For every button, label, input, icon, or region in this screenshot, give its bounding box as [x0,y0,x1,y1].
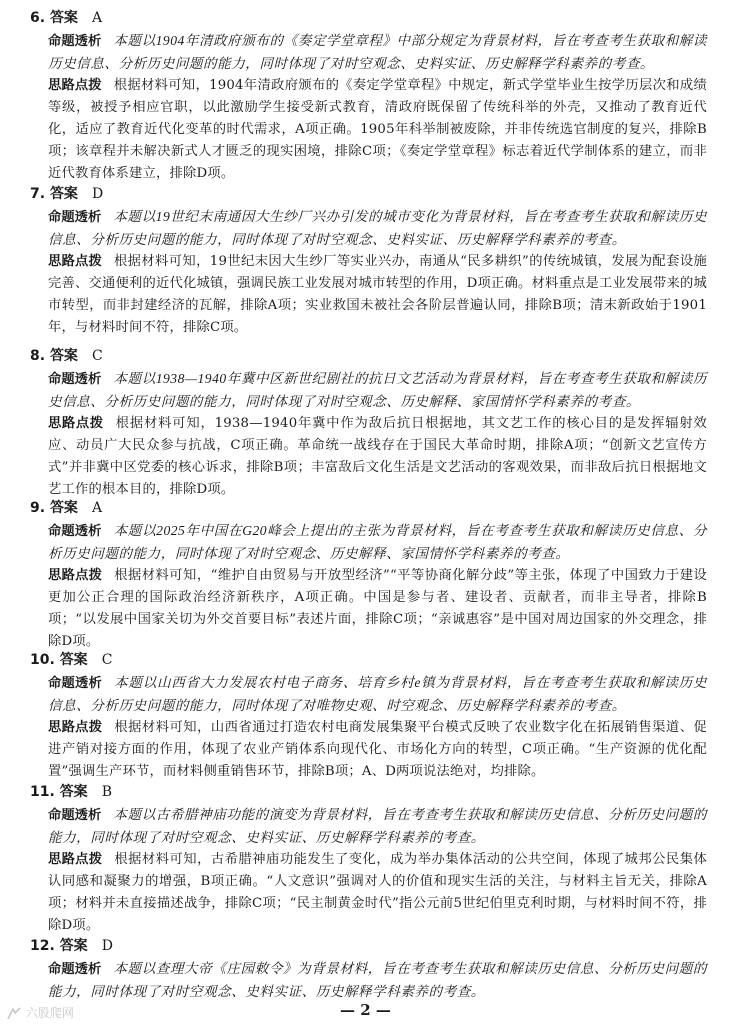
question-9 [30,498,707,653]
question-8 [30,346,707,501]
answer-line [30,346,707,368]
question-10 [30,650,707,783]
tips-paragraph [30,717,707,783]
answer-line [30,782,707,804]
tips-label: 思路点拨 [48,852,103,867]
answer-value: A [91,10,103,26]
answer-value: C [101,652,113,668]
intent-label: 命题透析 [48,34,102,49]
intent-paragraph [30,672,707,717]
answer-line [30,8,707,30]
tips-paragraph [30,413,707,501]
question-number: 10. [30,652,55,668]
intent-label: 命题透析 [48,210,102,225]
intent-text: 本题以2025年中国在G20峰会上提出的主张为背景材料，旨在考查考生获取和解读历史信息、分析历史问题的能力，同时体现了对时空观念、历史解释、家国情怀学科素养的考查。 [48,523,707,561]
intent-label: 命题透析 [48,962,102,977]
answer-label: 答案 [59,652,88,668]
tips-label: 思路点拨 [48,254,102,269]
intent-text: 本题以查理大帝《庄园敕令》为背景材料，旨在考查考生获取和解读历史信息、分析历史问题的能力，同时体现了对时空观念、史料实证、历史解释学科素养的考查。 [48,961,708,999]
answer-label: 答案 [49,500,78,516]
answer-value: D [91,186,104,202]
intent-text: 本题以山西省大力发展农村电子商务、培育乡村e镇为背景材料，旨在考查考生获取和解读历史信息、分析历史问题的能力，同时体现了对唯物史观、时空观念、历史解释学科素养的考查。 [48,675,708,713]
answer-label: 答案 [59,784,88,800]
tips-paragraph [30,251,707,339]
question-11 [30,782,707,937]
intent-paragraph [30,30,707,75]
tips-paragraph [30,565,707,653]
watermark-text: 六股爬网 [25,1006,74,1020]
intent-paragraph [30,804,707,849]
answer-value: C [91,348,103,364]
answer-label: 答案 [49,10,78,26]
tips-label: 思路点拨 [48,568,103,583]
intent-label: 命题透析 [48,524,102,539]
intent-label: 命题透析 [48,676,103,691]
answer-line [30,498,707,520]
answer-value: B [101,784,112,800]
intent-paragraph [30,958,707,1003]
answer-label: 答案 [49,186,78,202]
question-number: 8. [30,348,46,364]
question-6 [30,8,707,185]
intent-text: 本题以1904年清政府颁布的《奏定学堂章程》中部分规定为背景材料，旨在考查考生获取和解读历史信息、分析历史问题的能力，同时体现了对时空观念、史料实证、历史解释学科素养的考查。 [48,33,708,71]
intent-text: 本题以古希腊神庙功能的演变为背景材料，旨在考查考生获取和解读历史信息、分析历史问题的能力，同时体现了对时空观念、史料实证、历史解释学科素养的考查。 [48,807,708,845]
tips-text: 根据材料可知，山西省通过打造农村电商发展集聚平台模式反映了农业数字化在拓展销售渠道、促进产销对接方面的作用，体现了农业产销体系向现代化、市场化方向的转型，C项正确。“生产资源的优化配置”强调生产环节，而材料侧重销售环节，排除B项；A、D两项说法绝对，均排除。 [48,720,707,779]
answer-line [30,184,707,206]
tips-paragraph [30,849,707,937]
answer-label: 答案 [49,348,78,364]
answer-label: 答案 [59,938,88,954]
answer-line [30,650,707,672]
question-number: 6. [30,10,46,26]
intent-label: 命题透析 [48,372,102,387]
question-number: 7. [30,186,46,202]
answer-line [30,936,707,958]
answer-value: A [91,500,103,516]
tips-label: 思路点拨 [48,720,103,735]
watermark-logo-icon [6,1006,22,1020]
question-number: 12. [30,938,55,954]
tips-text: 根据材料可知，“维护自由贸易与开放型经济”“平等协商化解分歧”等主张，体现了中国致力于建设更加公正合理的国际政治经济新秩序，A项正确。中国是参与者、建设者、贡献者，而非主导者，排除B项；“以发展中国家关切为外交首要目标”表述片面，排除C项；“亲诚惠容”是中国对周边国家的外交理念，排除D项。 [48,568,707,649]
intent-paragraph [30,368,707,413]
question-12 [30,936,707,1003]
tips-text: 根据材料可知，古希腊神庙功能发生了变化，成为举办集体活动的公共空间，体现了城邦公民集体认同感和凝聚力的增强，B项正确。“人文意识”强调对人的价值和现实生活的关注，与材料主旨无关，排除A项；材料并未直接描述战争，排除C项；“民主制黄金时代”指公元前5世纪伯里克利时期，与材料时间不符，排除D项。 [48,852,707,933]
intent-text: 本题以19世纪末南通因大生纱厂兴办引发的城市变化为背景材料，旨在考查考生获取和解读历史信息、分析历史问题的能力，同时体现了对时空观念、史料实证、历史解释学科素养的考查。 [48,209,707,247]
page-number: — 2 — [340,1001,391,1019]
watermark [6,1004,74,1021]
intent-label: 命题透析 [48,808,102,823]
tips-text: 根据材料可知，1904年清政府颁布的《奏定学堂章程》中规定，新式学堂毕业生按学历层次和成绩等级，被授予相应官职，以此激励学生接受新式教育，清政府既保留了传统科举的外壳，又推动了教育近代化，适应了教育近代化变革的时代需求，A项正确。1905年科举制被废除，并非传统选官制度的复兴，排除B项；该章程并未解决新式人才匮乏的现实困境，排除C项；《奏定学堂章程》标志着近代学制体系的建立，而非近代教育体系建立，排除D项。 [48,78,707,181]
intent-paragraph [30,520,707,565]
tips-text: 根据材料可知，19世纪末因大生纱厂等实业兴办，南通从“民多耕织”的传统城镇，发展为配套设施完善、交通便利的近代化城镇，强调民族工业发展对城市转型的作用，D项正确。材料重点是工业发展带来的城市转型，而非封建经济的瓦解，排除A项；实业救国未被社会各阶层普遍认同，排除B项；清末新政始于1901年，与材料时间不符，排除C项。 [48,254,708,335]
tips-label: 思路点拨 [48,416,104,431]
intent-text: 本题以1938—1940年冀中区新世纪剧社的抗日文艺活动为背景材料，旨在考查考生获取和解读历史信息、分析历史问题的能力，同时体现了对时空观念、历史解释、家国情怀学科素养的考查。 [48,371,707,409]
tips-text: 根据材料可知，1938—1940年冀中作为敌后抗日根据地，其文艺工作的核心目的是发挥辐射效应、动员广大民众参与抗战，C项正确。革命统一战线存在于国民大革命时期，排除A项；“创新文艺宣传方式”并非冀中区党委的核心诉求，排除B项；丰富敌后文化生活是文艺活动的客观效果，而非敌后抗日根据地文艺工作的根本目的，排除D项。 [48,416,707,497]
tips-paragraph [30,75,707,185]
question-7 [30,184,707,339]
question-number: 9. [30,500,46,516]
intent-paragraph [30,206,707,251]
tips-label: 思路点拨 [48,78,102,93]
answer-value: D [101,938,113,954]
question-number: 11. [30,784,55,800]
